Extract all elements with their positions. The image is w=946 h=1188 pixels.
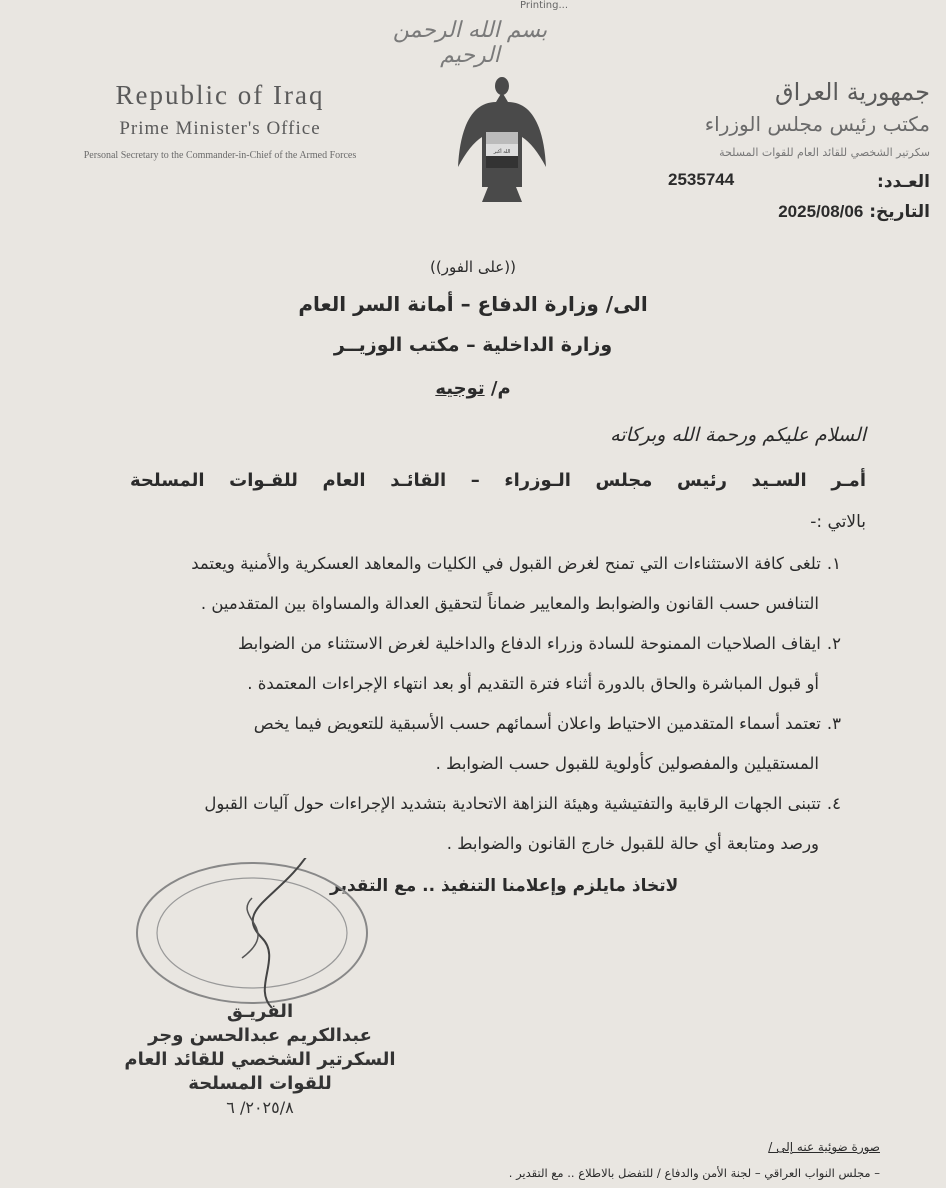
signature-rank: الفريـق — [226, 1001, 294, 1022]
directive-item — [125, 784, 841, 864]
copies-heading: صورة ضوئية عنه إلى / — [768, 1140, 880, 1154]
date-value: 2025/08/06 — [778, 202, 864, 221]
official-stamp-icon — [132, 858, 372, 1008]
recipient-line-2: وزارة الداخلية – مكتب الوزيــر — [333, 334, 613, 356]
item-number: ١. — [826, 554, 841, 573]
closing-line: لاتخاذ مايلزم وإعلامنا التنفيذ .. مع التقدير — [330, 876, 679, 896]
recipient-line-1: الى/ وزارة الدفاع – أمانة السر العام — [298, 292, 648, 316]
basmala: بسم الله الرحمن الرحيم — [392, 18, 548, 68]
header-en-secretary: Personal Secretary to the Commander-in-Chief of the Armed Forces — [83, 150, 357, 161]
item-line: ايقاف الصلاحيات الممنوحة للسادة وزراء الدفاع والداخلية لغرض الاستثناء من الضوابط — [237, 634, 821, 653]
signature-name: عبدالكريم عبدالحسن وجر — [148, 1025, 372, 1046]
subject-prefix: م/ — [490, 378, 511, 399]
signature-title-1: السكرتير الشخصي للقائد العام — [124, 1049, 396, 1070]
signature-block — [110, 1000, 410, 1120]
header-ar-country: جمهورية العراق — [774, 78, 930, 106]
subject-text: توجيه — [435, 378, 485, 399]
header-ar-office: مكتب رئيس مجلس الوزراء — [704, 112, 930, 136]
number-label: العـدد: — [877, 172, 930, 192]
item-line: التنافس حسب القانون والضوابط والمعايير ضماناً لتحقيق العدالة والمساواة بين المتقدمين . — [200, 594, 819, 613]
item-line: المستقيلين والمفصولين كأولوية للقبول حسب الضوابط . — [435, 754, 819, 773]
item-number: ٢. — [826, 634, 841, 653]
urgency-marker: ((على الفور)) — [430, 258, 516, 276]
number-value: 2535744 — [668, 170, 735, 189]
directive-item — [125, 704, 841, 784]
greeting: السلام عليكم ورحمة الله وبركاته — [610, 424, 866, 446]
signature-title-2: للقوات المسلحة — [188, 1073, 332, 1094]
intro-order: أمـر السـيد رئيس مجلس الـوزراء – القائـد العام للقـوات المسلحة — [130, 470, 866, 491]
item-line: أو قبول المباشرة والحاق بالدورة أثناء فترة التقديم أو بعد انتهاء الإجراءات المعتمدة . — [247, 674, 819, 693]
signature-date: ٢٠٢٥/٨/ ٦ — [226, 1098, 294, 1117]
eagle-emblem-icon — [452, 72, 552, 212]
item-number: ٤. — [826, 794, 841, 813]
item-line: تعتمد أسماء المتقدمين الاحتياط واعلان أسمائهم حسب الأسبقية للتعويض فيما يخص — [253, 714, 821, 733]
item-line: تلغى كافة الاستثناءات التي تمنح لغرض القبول في الكليات والمعاهد العسكرية والأمنية ويعتمد — [191, 554, 821, 573]
svg-text:الله أكبر: الله أكبر — [493, 149, 511, 155]
directive-item — [125, 544, 841, 624]
directive-item — [125, 624, 841, 704]
item-line: تتبنى الجهات الرقابية والتفتيشية وهيئة النزاهة الاتحادية بتشديد الإجراءات حول آليات القبول — [204, 794, 821, 813]
copies-item: – مجلس النواب العراقي – لجنة الأمن والدفاع / للتفضل بالاطلاع .. مع التقدير . — [508, 1166, 880, 1180]
intro-tail: بالاتي :- — [810, 512, 866, 532]
subject-line — [250, 378, 696, 399]
item-number: ٣. — [826, 714, 841, 733]
item-line: ورصد ومتابعة أي حالة للقبول خارج القانون والضوابط . — [446, 834, 819, 853]
header-ar-secretary: سكرتير الشخصي للقائد العام للقوات المسلحة — [719, 146, 930, 159]
date-label: التاريخ: — [869, 202, 930, 222]
header-en-title: Republic of Iraq — [115, 80, 325, 110]
header-en-office: Prime Minister's Office — [119, 118, 321, 139]
top-fragment-text: Printing... — [520, 0, 569, 11]
date-row — [690, 202, 930, 222]
